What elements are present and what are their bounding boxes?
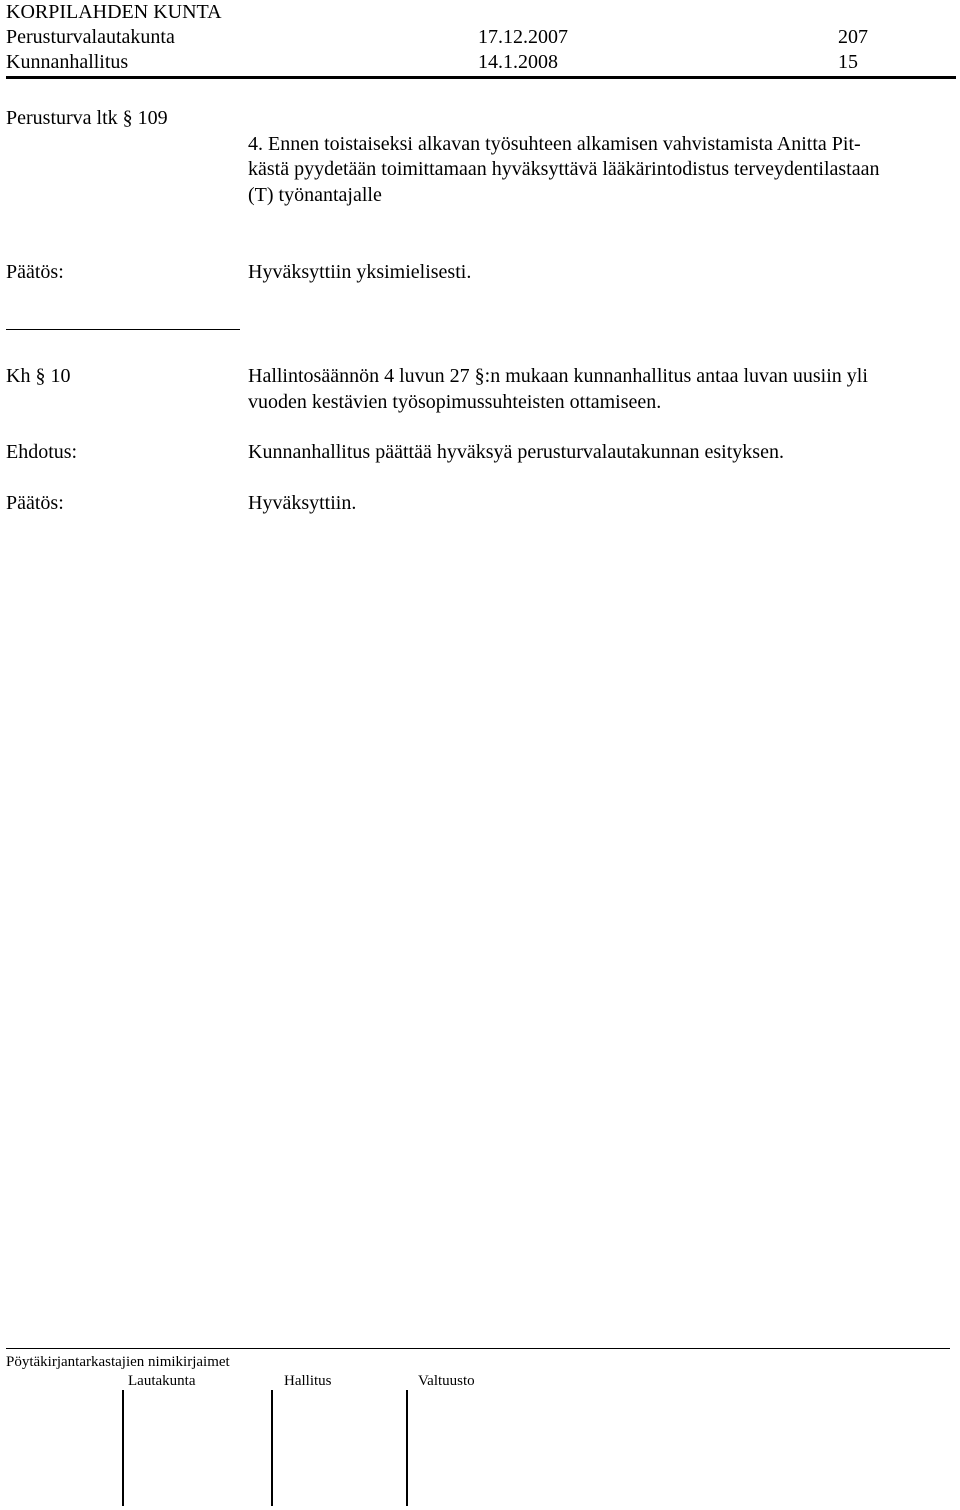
- signature-box-divider-2: [271, 1390, 273, 1506]
- header-page-1: 207: [838, 26, 868, 48]
- section-divider: [6, 329, 240, 330]
- signature-box-divider-1: [122, 1390, 124, 1506]
- header-body-1: Perusturvalautakunta: [6, 26, 175, 48]
- section1-line-3: (T) työnantajalle: [248, 184, 382, 206]
- header-rule: [6, 76, 956, 79]
- signature-column-lautakunta: Lautakunta: [128, 1373, 196, 1389]
- section1-line-2: kästä pyydetään toimittamaan hyväksyttävä lääkärintodistus terveydentilastaan: [248, 158, 880, 180]
- signature-box-divider-3: [406, 1390, 408, 1506]
- section1-reference: Perusturva ltk § 109: [6, 107, 168, 129]
- section1-line-1: 4. Ennen toistaiseksi alkavan työsuhteen alkamisen vahvistamista Anitta Pit-: [248, 133, 861, 155]
- section2-proposal-label: Ehdotus:: [6, 441, 78, 463]
- section2-line-1: Hallintosäännön 4 luvun 27 §:n mukaan kunnanhallitus antaa luvan uusiin yli: [248, 365, 868, 387]
- section2-proposal-text: Kunnanhallitus päättää hyväksyä perusturvalautakunnan esityksen.: [248, 441, 784, 463]
- municipality-name: KORPILAHDEN KUNTA: [6, 1, 222, 23]
- section2-line-2: vuoden kestävien työsopimussuhteisten ottamiseen.: [248, 391, 662, 413]
- section1-decision-label: Päätös:: [6, 261, 64, 283]
- footer-rule: [6, 1348, 950, 1349]
- header-body-2: Kunnanhallitus: [6, 51, 129, 73]
- section2-reference: Kh § 10: [6, 365, 71, 387]
- header-page-2: 15: [838, 51, 858, 73]
- header-date-1: 17.12.2007: [478, 26, 568, 48]
- signature-column-hallitus: Hallitus: [284, 1373, 332, 1389]
- section2-decision-text: Hyväksyttiin.: [248, 492, 357, 514]
- signatures-title: Pöytäkirjantarkastajien nimikirjaimet: [6, 1354, 230, 1370]
- signature-column-valtuusto: Valtuusto: [418, 1373, 475, 1389]
- section1-decision-text: Hyväksyttiin yksimielisesti.: [248, 261, 472, 283]
- header-date-2: 14.1.2008: [478, 51, 558, 73]
- section2-decision-label: Päätös:: [6, 492, 64, 514]
